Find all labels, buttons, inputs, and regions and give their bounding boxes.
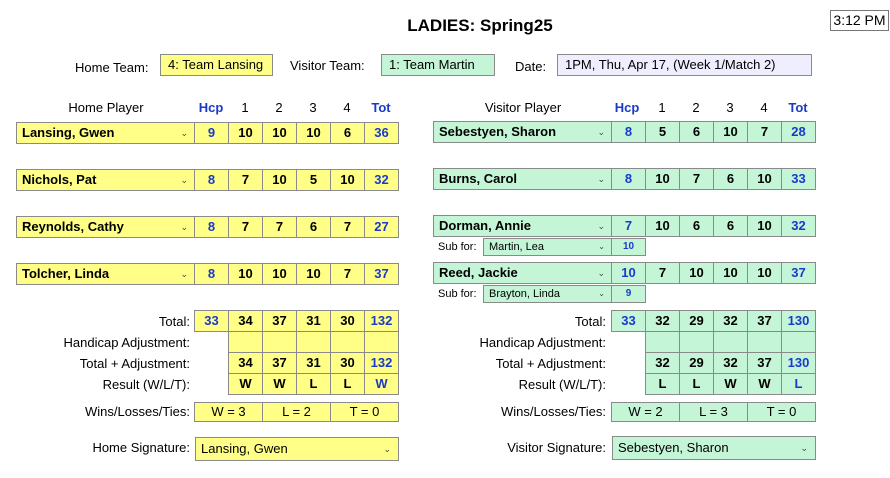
visitor-adj-cell	[645, 331, 680, 353]
home-total-game: 30	[330, 310, 365, 332]
player-name: Lansing, Gwen	[22, 125, 115, 140]
visitor-total-cell: 32	[781, 215, 816, 237]
chevron-down-icon: ⌄	[597, 174, 605, 184]
home-score-cell[interactable]: 10	[262, 169, 297, 191]
visitor-total-game: 29	[679, 310, 714, 332]
visitor-score-cell[interactable]: 10	[747, 168, 782, 190]
visitor-total-cell: 33	[781, 168, 816, 190]
visitor-player-select[interactable]	[433, 168, 612, 190]
visitor-result-game: W	[747, 373, 782, 395]
visitor-game3-header: 3	[726, 100, 734, 115]
visitor-player-select[interactable]	[433, 262, 612, 284]
home-total-adj-game: 34	[228, 352, 263, 374]
home-total-game: 34	[228, 310, 263, 332]
home-game1-header: 1	[241, 100, 249, 115]
visitor-total-cell: 28	[781, 121, 816, 143]
visitor-score-cell[interactable]: 10	[645, 168, 680, 190]
home-total-game: 31	[296, 310, 331, 332]
home-result-label: Result (W/L/T):	[102, 377, 190, 392]
home-player-header: Home Player	[68, 100, 144, 115]
clock: 3:12 PM	[830, 10, 889, 31]
home-adj-cell	[296, 331, 331, 353]
home-grand-total: 132	[364, 310, 399, 332]
home-result-game: W	[262, 373, 297, 395]
home-total-game: 37	[262, 310, 297, 332]
visitor-score-cell[interactable]: 10	[747, 262, 782, 284]
visitor-score-cell[interactable]: 6	[679, 215, 714, 237]
chevron-down-icon: ⌄	[597, 268, 605, 278]
home-score-cell[interactable]: 10	[296, 122, 331, 144]
visitor-total-cell: 37	[781, 262, 816, 284]
home-player-select[interactable]	[16, 122, 195, 144]
home-score-cell[interactable]: 6	[296, 216, 331, 238]
visitor-hcp-cell[interactable]: 8	[611, 121, 646, 143]
sub-player-select[interactable]	[483, 238, 612, 256]
home-score-cell[interactable]: 7	[262, 216, 297, 238]
chevron-down-icon: ⌄	[383, 444, 391, 454]
chevron-down-icon: ⌄	[180, 128, 188, 138]
home-total-cell: 32	[364, 169, 399, 191]
home-total-hcp: 33	[194, 310, 229, 332]
home-hcp-cell[interactable]: 8	[194, 263, 229, 285]
home-total-adj-game: 31	[296, 352, 331, 374]
visitor-wins: W = 2	[611, 402, 680, 422]
sub-hcp-cell[interactable]: 10	[611, 238, 646, 256]
chevron-down-icon: ⌄	[598, 289, 605, 298]
home-result-game: L	[296, 373, 331, 395]
sub-player-name: Brayton, Linda	[489, 288, 560, 300]
chevron-down-icon: ⌄	[180, 175, 188, 185]
home-team-label: Home Team:	[75, 60, 149, 75]
page-title: LADIES: Spring25	[407, 16, 553, 35]
home-adj-cell	[228, 331, 263, 353]
home-score-cell[interactable]: 7	[330, 216, 365, 238]
visitor-losses: L = 3	[679, 402, 748, 422]
home-score-cell[interactable]: 6	[330, 122, 365, 144]
sub-player-name: Martin, Lea	[489, 241, 545, 253]
home-player-select[interactable]	[16, 169, 195, 191]
home-player-select[interactable]	[16, 216, 195, 238]
visitor-hcp-cell[interactable]: 7	[611, 215, 646, 237]
chevron-down-icon: ⌄	[598, 242, 605, 251]
sub-hcp-cell[interactable]: 9	[611, 285, 646, 303]
visitor-game4-header: 4	[760, 100, 768, 115]
visitor-score-cell[interactable]: 10	[713, 121, 748, 143]
player-name: Tolcher, Linda	[22, 266, 110, 281]
visitor-result-game: L	[679, 373, 714, 395]
visitor-hcp-cell[interactable]: 10	[611, 262, 646, 284]
visitor-ties: T = 0	[747, 402, 816, 422]
visitor-result-game: W	[713, 373, 748, 395]
home-score-cell[interactable]: 7	[228, 169, 263, 191]
home-total-adj-game: 37	[262, 352, 297, 374]
visitor-score-cell[interactable]: 7	[747, 121, 782, 143]
visitor-total-adj-total: 130	[781, 352, 816, 374]
visitor-team-field[interactable]: 1: Team Martin	[381, 54, 495, 76]
home-score-cell[interactable]: 5	[296, 169, 331, 191]
visitor-score-cell[interactable]: 10	[747, 215, 782, 237]
visitor-team-label: Visitor Team:	[290, 58, 365, 73]
visitor-total-game: 32	[645, 310, 680, 332]
visitor-signature-value: Sebestyen, Sharon	[618, 440, 729, 455]
home-total-cell: 37	[364, 263, 399, 285]
visitor-score-cell[interactable]: 7	[679, 168, 714, 190]
home-signature-select[interactable]	[195, 437, 399, 461]
visitor-adj-cell	[747, 331, 782, 353]
home-score-cell[interactable]: 10	[228, 122, 263, 144]
visitor-signature-select[interactable]	[612, 436, 816, 460]
sub-for-label: Sub for:	[438, 288, 477, 300]
home-ties: T = 0	[330, 402, 399, 422]
visitor-total-label: Total:	[574, 314, 606, 329]
home-game3-header: 3	[309, 100, 317, 115]
visitor-result-game: L	[645, 373, 680, 395]
home-hcp-cell[interactable]: 9	[194, 122, 229, 144]
sub-for-label: Sub for:	[438, 241, 477, 253]
home-losses: L = 2	[262, 402, 331, 422]
visitor-total-adj-game: 37	[747, 352, 782, 374]
visitor-total-game: 32	[713, 310, 748, 332]
home-adj-cell	[364, 331, 399, 353]
visitor-score-cell[interactable]: 10	[679, 262, 714, 284]
home-hcp-cell[interactable]: 8	[194, 169, 229, 191]
home-total-adj-total: 132	[364, 352, 399, 374]
player-name: Nichols, Pat	[22, 172, 97, 187]
home-score-cell[interactable]: 10	[262, 263, 297, 285]
chevron-down-icon: ⌄	[180, 222, 188, 232]
visitor-score-cell[interactable]: 6	[679, 121, 714, 143]
player-name: Dorman, Annie	[439, 218, 531, 233]
home-game2-header: 2	[275, 100, 283, 115]
home-player-select[interactable]	[16, 263, 195, 285]
home-score-cell[interactable]: 10	[228, 263, 263, 285]
visitor-player-select[interactable]	[433, 215, 612, 237]
visitor-score-cell[interactable]: 7	[645, 262, 680, 284]
home-total-label: Total:	[158, 314, 190, 329]
home-result-total: W	[364, 373, 399, 395]
home-signature-label: Home Signature:	[92, 440, 190, 455]
home-score-cell[interactable]: 10	[262, 122, 297, 144]
home-total-cell: 27	[364, 216, 399, 238]
home-total-adj-game: 30	[330, 352, 365, 374]
visitor-total-adj-label: Total + Adjustment:	[495, 356, 606, 371]
visitor-player-header: Visitor Player	[484, 100, 562, 115]
home-wlt-label: Wins/Losses/Ties:	[85, 404, 190, 419]
date-field[interactable]: 1PM, Thu, Apr 17, (Week 1/Match 2)	[557, 54, 812, 76]
home-total-adj-label: Total + Adjustment:	[79, 356, 190, 371]
chevron-down-icon: ⌄	[180, 269, 188, 279]
home-hcp-header: Hcp	[198, 100, 224, 115]
visitor-signature-label: Visitor Signature:	[507, 440, 606, 455]
visitor-game2-header: 2	[692, 100, 700, 115]
home-total-cell: 36	[364, 122, 399, 144]
visitor-score-cell[interactable]: 10	[645, 215, 680, 237]
visitor-adj-cell	[713, 331, 748, 353]
home-team-field[interactable]: 4: Team Lansing	[160, 54, 273, 76]
home-score-cell[interactable]: 10	[330, 169, 365, 191]
chevron-down-icon: ⌄	[800, 443, 808, 453]
sub-player-select[interactable]	[483, 285, 612, 303]
visitor-player-select[interactable]	[433, 121, 612, 143]
home-result-game: L	[330, 373, 365, 395]
chevron-down-icon: ⌄	[597, 127, 605, 137]
visitor-wlt-label: Wins/Losses/Ties:	[501, 404, 606, 419]
home-game4-header: 4	[343, 100, 351, 115]
visitor-adj-label: Handicap Adjustment:	[479, 335, 606, 350]
visitor-game1-header: 1	[658, 100, 666, 115]
visitor-score-cell[interactable]: 5	[645, 121, 680, 143]
visitor-total-adj-game: 29	[679, 352, 714, 374]
home-signature-value: Lansing, Gwen	[201, 441, 288, 456]
visitor-hcp-cell[interactable]: 8	[611, 168, 646, 190]
home-wins: W = 3	[194, 402, 263, 422]
home-total-header: Tot	[371, 100, 391, 115]
home-score-cell[interactable]: 7	[330, 263, 365, 285]
home-result-game: W	[228, 373, 263, 395]
visitor-total-adj-game: 32	[645, 352, 680, 374]
visitor-adj-cell	[679, 331, 714, 353]
player-name: Burns, Carol	[439, 171, 518, 186]
home-score-cell[interactable]: 7	[228, 216, 263, 238]
home-adj-label: Handicap Adjustment:	[63, 335, 190, 350]
visitor-score-cell[interactable]: 6	[713, 168, 748, 190]
visitor-result-total: L	[781, 373, 816, 395]
home-score-cell[interactable]: 10	[296, 263, 331, 285]
chevron-down-icon: ⌄	[597, 221, 605, 231]
home-hcp-cell[interactable]: 8	[194, 216, 229, 238]
visitor-score-cell[interactable]: 6	[713, 215, 748, 237]
visitor-result-label: Result (W/L/T):	[518, 377, 606, 392]
visitor-grand-total: 130	[781, 310, 816, 332]
visitor-total-game: 37	[747, 310, 782, 332]
home-adj-cell	[330, 331, 365, 353]
player-name: Reynolds, Cathy	[22, 219, 124, 234]
visitor-total-hcp: 33	[611, 310, 646, 332]
player-name: Reed, Jackie	[439, 265, 518, 280]
visitor-adj-cell	[781, 331, 816, 353]
date-label: Date:	[515, 59, 547, 74]
player-name: Sebestyen, Sharon	[439, 124, 557, 139]
visitor-hcp-header: Hcp	[614, 100, 640, 115]
visitor-total-adj-game: 32	[713, 352, 748, 374]
visitor-total-header: Tot	[788, 100, 808, 115]
visitor-score-cell[interactable]: 10	[713, 262, 748, 284]
home-adj-cell	[262, 331, 297, 353]
